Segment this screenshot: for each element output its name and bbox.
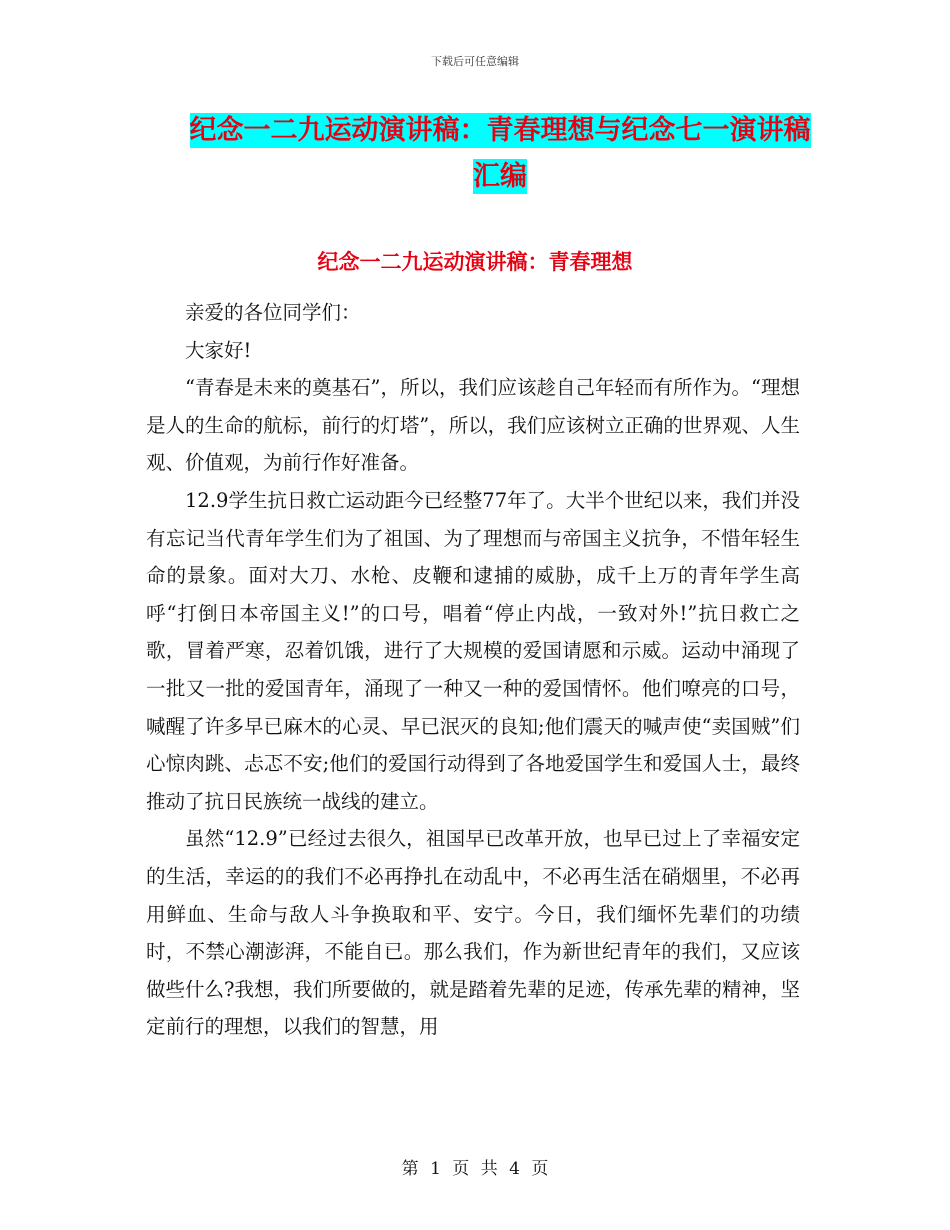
paragraph: 虽然“12.9”已经过去很久，祖国早已改革开放，也早已过上了幸福安定的生活，幸运的的我们不必再挣扎在动乱中，不必再生活在硝烟里，不必再用鲜血、生命与敌人斗争换取和平、安宁。今日，我们缅怀先辈们的功绩时，不禁心潮澎湃，不能自已。那么我们，作为新世纪青年的我们，又应该做些什么?我想，我们所要做的，就是踏着先辈的足迹，传承先辈的精神，坚定前行的理想，以我们的智慧，用: [146, 827, 800, 1039]
paragraph-salutation: 亲爱的各位同学们：: [185, 301, 361, 324]
document-title: [150, 108, 850, 200]
paragraph-greeting: 大家好!: [185, 338, 252, 362]
paragraph: “青春是未来的奠基石”，所以，我们应该趁自己年轻而有所作为。“理想是人的生命的航标，前行的灯塔”，所以，我们应该树立正确的世界观、人生观、价值观，为前行作好准备。: [146, 376, 800, 475]
body-text: [146, 294, 800, 1046]
page-footer: 第 1 页 共 4 页: [401, 1159, 549, 1179]
paragraph: 12.9学生抗日救亡运动距今已经整77年了。大半个世纪以来，我们并没有忘记当代青年学生们为了祖国、为了理想而与帝国主义抗争，不惜年轻生命的景象。面对大刀、水枪、皮鞭和逮捕的威胁，成千上万的青年学生高呼“打倒日本帝国主义!”的口号，唱着“停止内战，一致对外!”抗日救亡之歌，冒着严寒，忍着饥饿，进行了大规模的爱国请愿和示威。运动中涌现了一批又一批的爱国青年，涌现了一种又一种的爱国情怀。他们嘹亮的口号，喊醒了许多早已麻木的心灵、早已泯灭的良知;他们震天的喊声使“卖国贼”们心惊肉跳、忐忑不安;他们的爱国行动得到了各地爱国学生和爱国人士，最终推动了抗日民族统一战线的建立。: [146, 488, 800, 813]
header-note: 下载后可任意编辑: [431, 55, 519, 68]
section-subtitle: 纪念一二九运动演讲稿：青春理想: [317, 250, 633, 274]
document-title-line1: 纪念一二九运动演讲稿：青春理想与纪念七一演讲稿: [189, 115, 811, 146]
document-title-line2: 汇编: [473, 161, 527, 192]
